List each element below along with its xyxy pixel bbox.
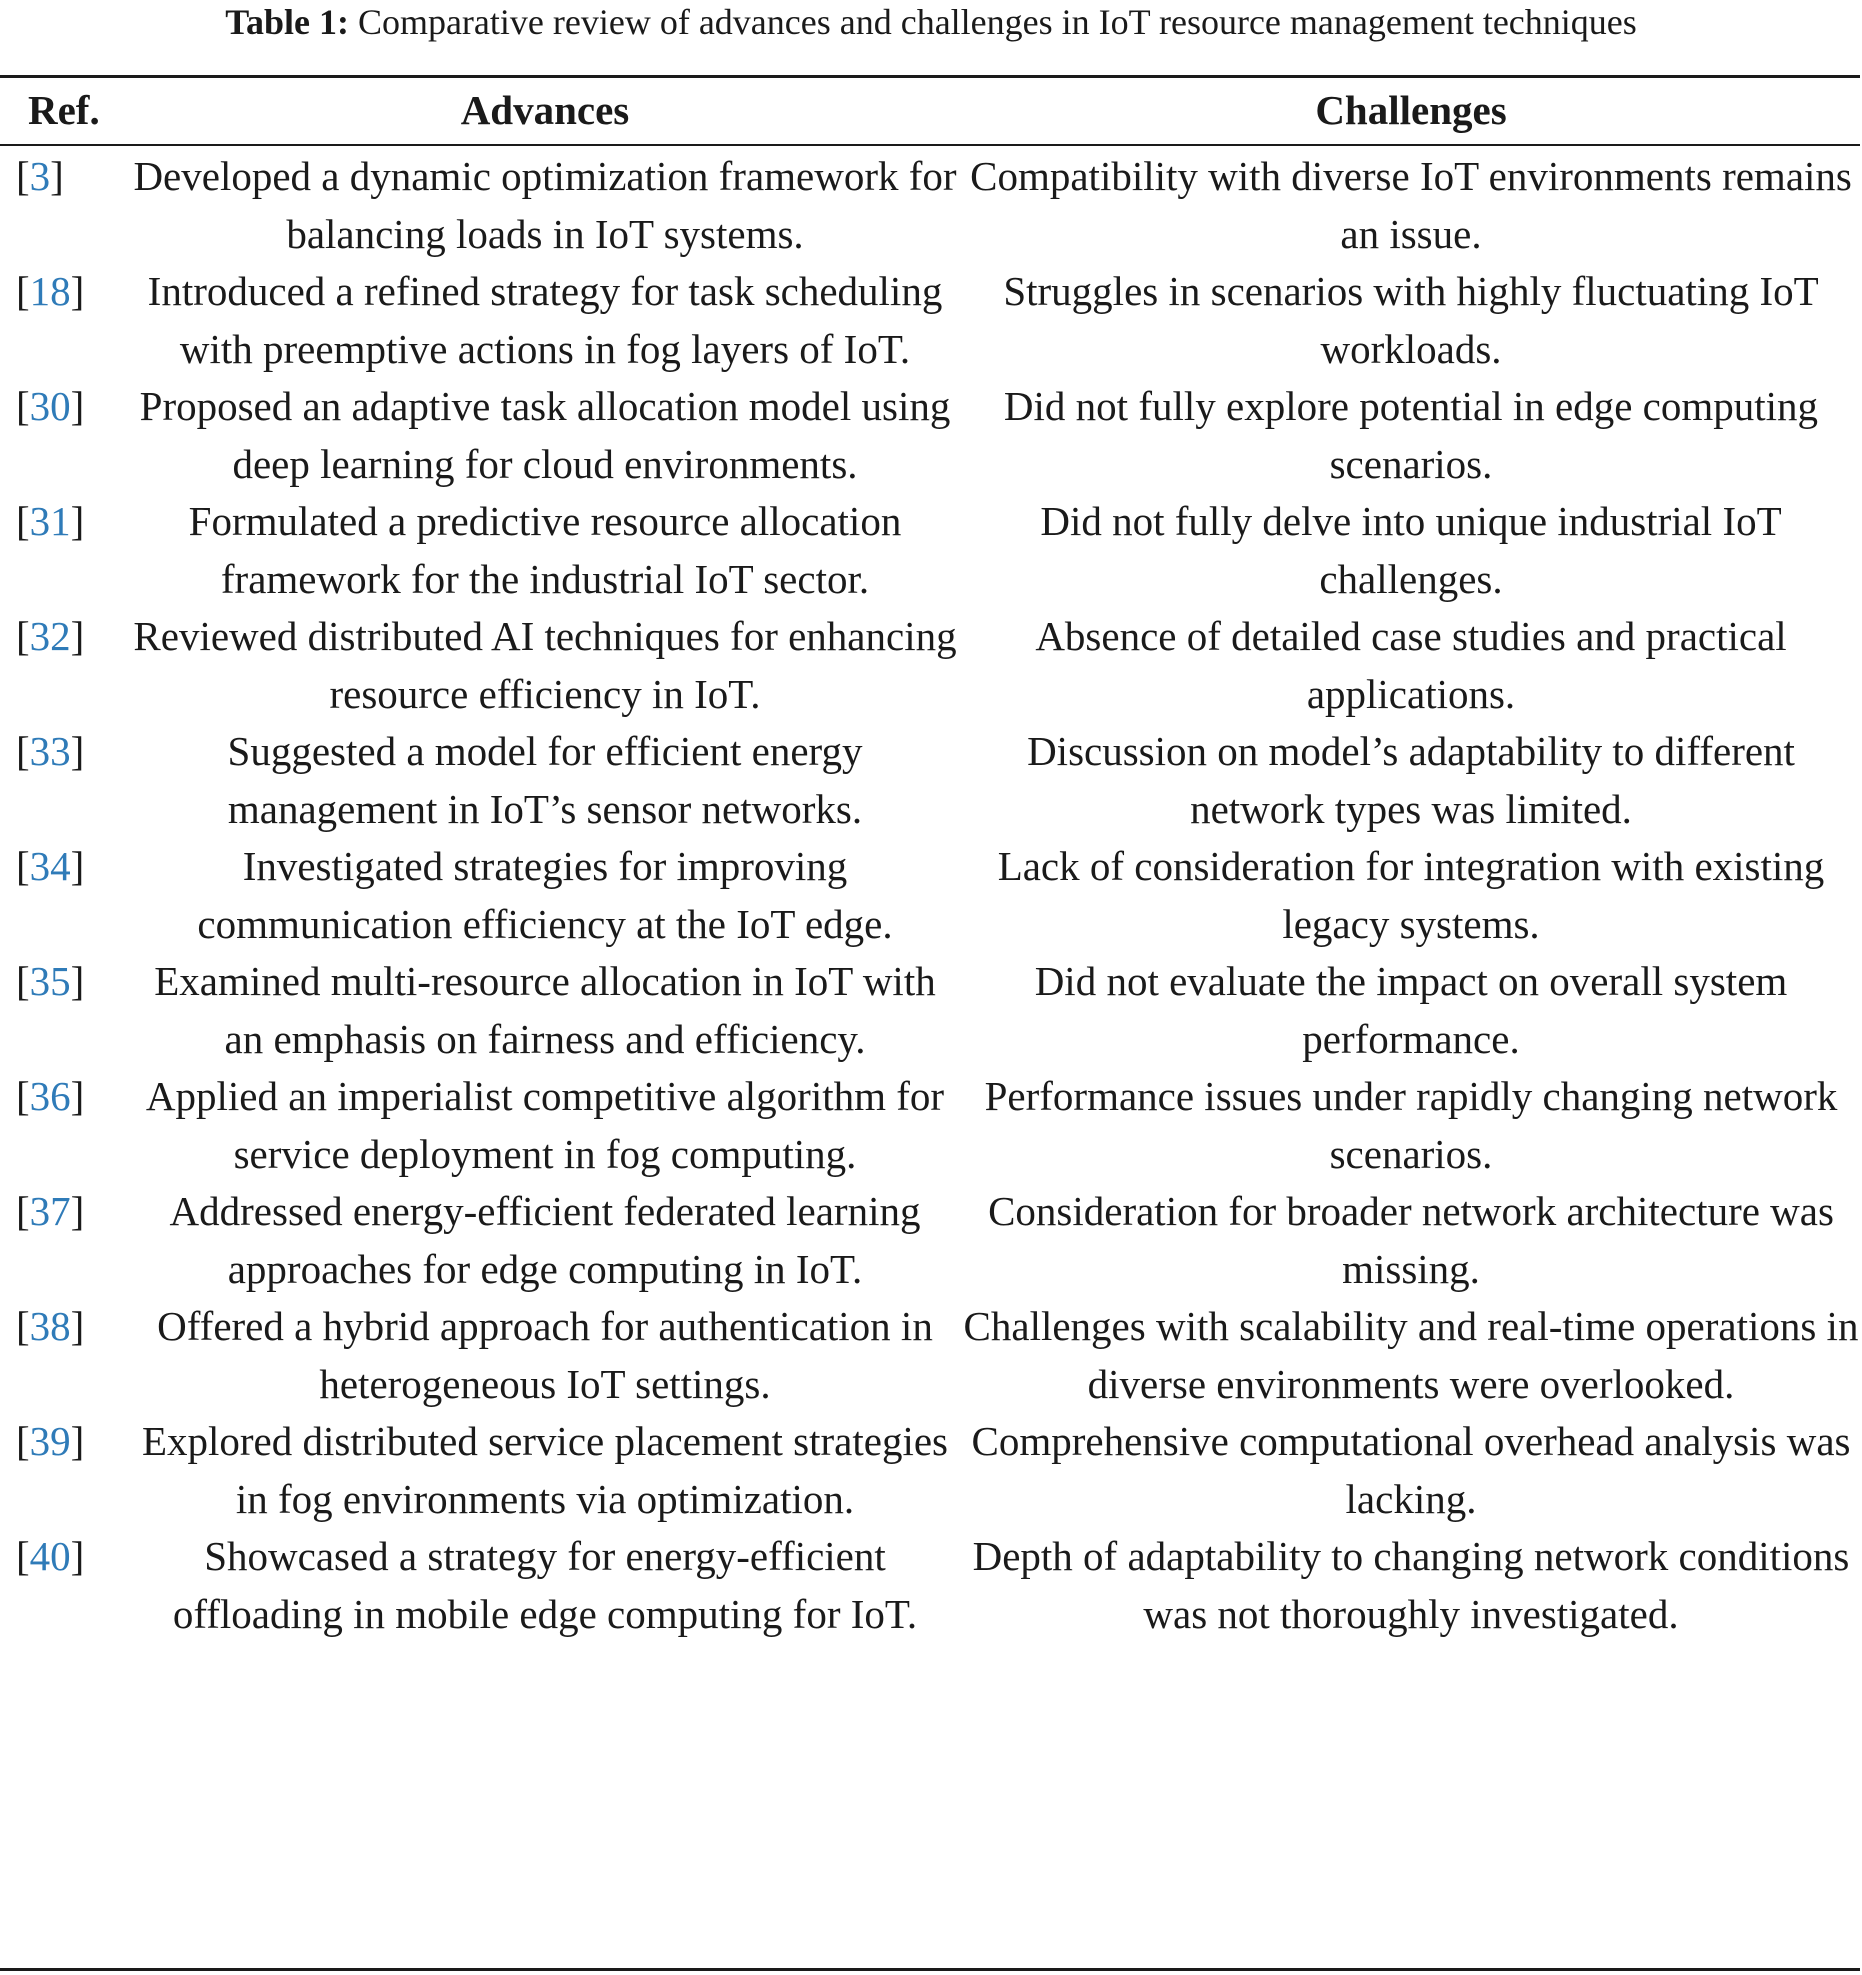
advances-cell: Introduced a refined strategy for task scheduling with preemptive actions in fog layers of IoT. [147, 268, 943, 372]
review-table [0, 78, 1862, 1643]
ref-close-bracket: ] [70, 498, 85, 544]
advances-cell: Developed a dynamic optimization framework for balancing loads in IoT systems. [133, 153, 957, 257]
advances-cell: Proposed an adaptive task allocation model using deep learning for cloud environments. [139, 383, 951, 487]
ref-cell [0, 1183, 130, 1298]
reference-link[interactable]: 39 [29, 1418, 71, 1464]
table-row [0, 838, 1862, 953]
reference-link[interactable]: 30 [29, 383, 71, 429]
ref-close-bracket: ] [70, 1303, 85, 1349]
ref-open-bracket: [ [16, 1533, 30, 1579]
ref-close-bracket: ] [70, 268, 85, 314]
challenges-cell: Discussion on model’s adaptability to different network types was limited. [1027, 728, 1795, 832]
challenges-cell: Consideration for broader network architecture was missing. [988, 1188, 1834, 1292]
advances-cell: Formulated a predictive resource allocation framework for the industrial IoT sector. [188, 498, 902, 602]
ref-close-bracket: ] [70, 728, 85, 774]
table-row [0, 493, 1862, 608]
challenges-cell: Lack of consideration for integration with existing legacy systems. [997, 843, 1825, 947]
reference-link[interactable]: 35 [29, 958, 71, 1004]
reference-link[interactable]: 40 [29, 1533, 71, 1579]
ref-close-bracket: ] [70, 958, 85, 1004]
reference-link[interactable]: 33 [29, 728, 71, 774]
ref-open-bracket: [ [16, 1303, 30, 1349]
table-row [0, 1068, 1862, 1183]
header-row [0, 78, 1862, 144]
table-bottom-rule [0, 1968, 1860, 1971]
advances-cell: Applied an imperialist competitive algorithm for service deployment in fog computing. [145, 1073, 945, 1177]
table-row [0, 1413, 1862, 1528]
advances-cell: Showcased a strategy for energy-efficient offloading in mobile edge computing for IoT. [172, 1533, 918, 1637]
ref-cell [0, 1528, 130, 1643]
header-ref: Ref. [28, 87, 100, 134]
table-row [0, 953, 1862, 1068]
ref-cell [0, 953, 130, 1068]
ref-cell [0, 493, 130, 608]
advances-cell: Explored distributed service placement strategies in fog environments via optimization. [141, 1418, 949, 1522]
ref-open-bracket: [ [16, 728, 30, 774]
table-row [0, 723, 1862, 838]
ref-open-bracket: [ [16, 498, 30, 544]
caption-label: Table 1: [225, 2, 349, 42]
table-caption [0, 0, 1862, 44]
ref-cell [0, 723, 130, 838]
reference-link[interactable]: 37 [29, 1188, 71, 1234]
ref-open-bracket: [ [16, 153, 30, 199]
table-body [0, 144, 1862, 1643]
challenges-cell: Struggles in scenarios with highly fluctuating IoT workloads. [1003, 268, 1819, 372]
reference-link[interactable]: 34 [29, 843, 71, 889]
table-row [0, 144, 1862, 263]
ref-cell [0, 1413, 130, 1528]
advances-cell: Offered a hybrid approach for authentication in heterogeneous IoT settings. [157, 1303, 933, 1407]
ref-open-bracket: [ [16, 958, 30, 1004]
ref-cell [0, 838, 130, 953]
ref-open-bracket: [ [16, 1073, 30, 1119]
ref-open-bracket: [ [16, 843, 30, 889]
ref-open-bracket: [ [16, 268, 30, 314]
table-header [0, 78, 1862, 144]
header-advances: Advances [460, 87, 630, 134]
ref-cell [0, 608, 130, 723]
reference-link[interactable]: 36 [29, 1073, 71, 1119]
header-challenges: Challenges [1315, 87, 1507, 134]
ref-cell [0, 144, 130, 263]
ref-open-bracket: [ [16, 383, 30, 429]
ref-open-bracket: [ [16, 1418, 30, 1464]
advances-cell: Reviewed distributed AI techniques for enhancing resource efficiency in IoT. [133, 613, 957, 717]
challenges-cell: Absence of detailed case studies and practical applications. [1035, 613, 1787, 717]
ref-close-bracket: ] [50, 153, 64, 199]
table-row [0, 1298, 1862, 1413]
ref-cell [0, 378, 130, 493]
challenges-cell: Did not fully explore potential in edge computing scenarios. [1003, 383, 1819, 487]
advances-cell: Examined multi-resource allocation in IoT with an emphasis on fairness and efficiency. [154, 958, 936, 1062]
ref-cell [0, 1298, 130, 1413]
ref-open-bracket: [ [16, 613, 30, 659]
table-row [0, 608, 1862, 723]
ref-close-bracket: ] [70, 383, 85, 429]
challenges-cell: Did not evaluate the impact on overall system performance. [1034, 958, 1788, 1062]
ref-close-bracket: ] [70, 1533, 85, 1579]
caption-text: Comparative review of advances and challenges in IoT resource management techniques [357, 2, 1637, 42]
ref-cell [0, 1068, 130, 1183]
challenges-cell: Compatibility with diverse IoT environments remains an issue. [970, 153, 1852, 257]
ref-close-bracket: ] [70, 613, 85, 659]
table-row [0, 263, 1862, 378]
table-row [0, 1183, 1862, 1298]
ref-close-bracket: ] [70, 1418, 85, 1464]
advances-cell: Addressed energy-efficient federated learning approaches for edge computing in IoT. [169, 1188, 921, 1292]
ref-open-bracket: [ [16, 1188, 30, 1234]
table-row [0, 1528, 1862, 1643]
reference-link[interactable]: 38 [29, 1303, 71, 1349]
table-row [0, 378, 1862, 493]
ref-cell [0, 263, 130, 378]
advances-cell: Investigated strategies for improving communication efficiency at the IoT edge. [197, 843, 893, 947]
challenges-cell: Performance issues under rapidly changing network scenarios. [984, 1073, 1838, 1177]
reference-link[interactable]: 31 [29, 498, 71, 544]
ref-close-bracket: ] [70, 1188, 85, 1234]
advances-cell: Suggested a model for efficient energy management in IoT’s sensor networks. [227, 728, 863, 832]
reference-link[interactable]: 3 [29, 153, 51, 199]
challenges-cell: Comprehensive computational overhead analysis was lacking. [971, 1418, 1851, 1522]
reference-link[interactable]: 32 [29, 613, 71, 659]
ref-close-bracket: ] [70, 1073, 85, 1119]
challenges-cell: Did not fully delve into unique industrial IoT challenges. [1040, 498, 1782, 602]
reference-link[interactable]: 18 [29, 268, 71, 314]
challenges-cell: Challenges with scalability and real-time operations in diverse environments were overlooked. [963, 1303, 1859, 1407]
ref-close-bracket: ] [70, 843, 85, 889]
challenges-cell: Depth of adaptability to changing network conditions was not thoroughly investigated. [972, 1533, 1850, 1637]
